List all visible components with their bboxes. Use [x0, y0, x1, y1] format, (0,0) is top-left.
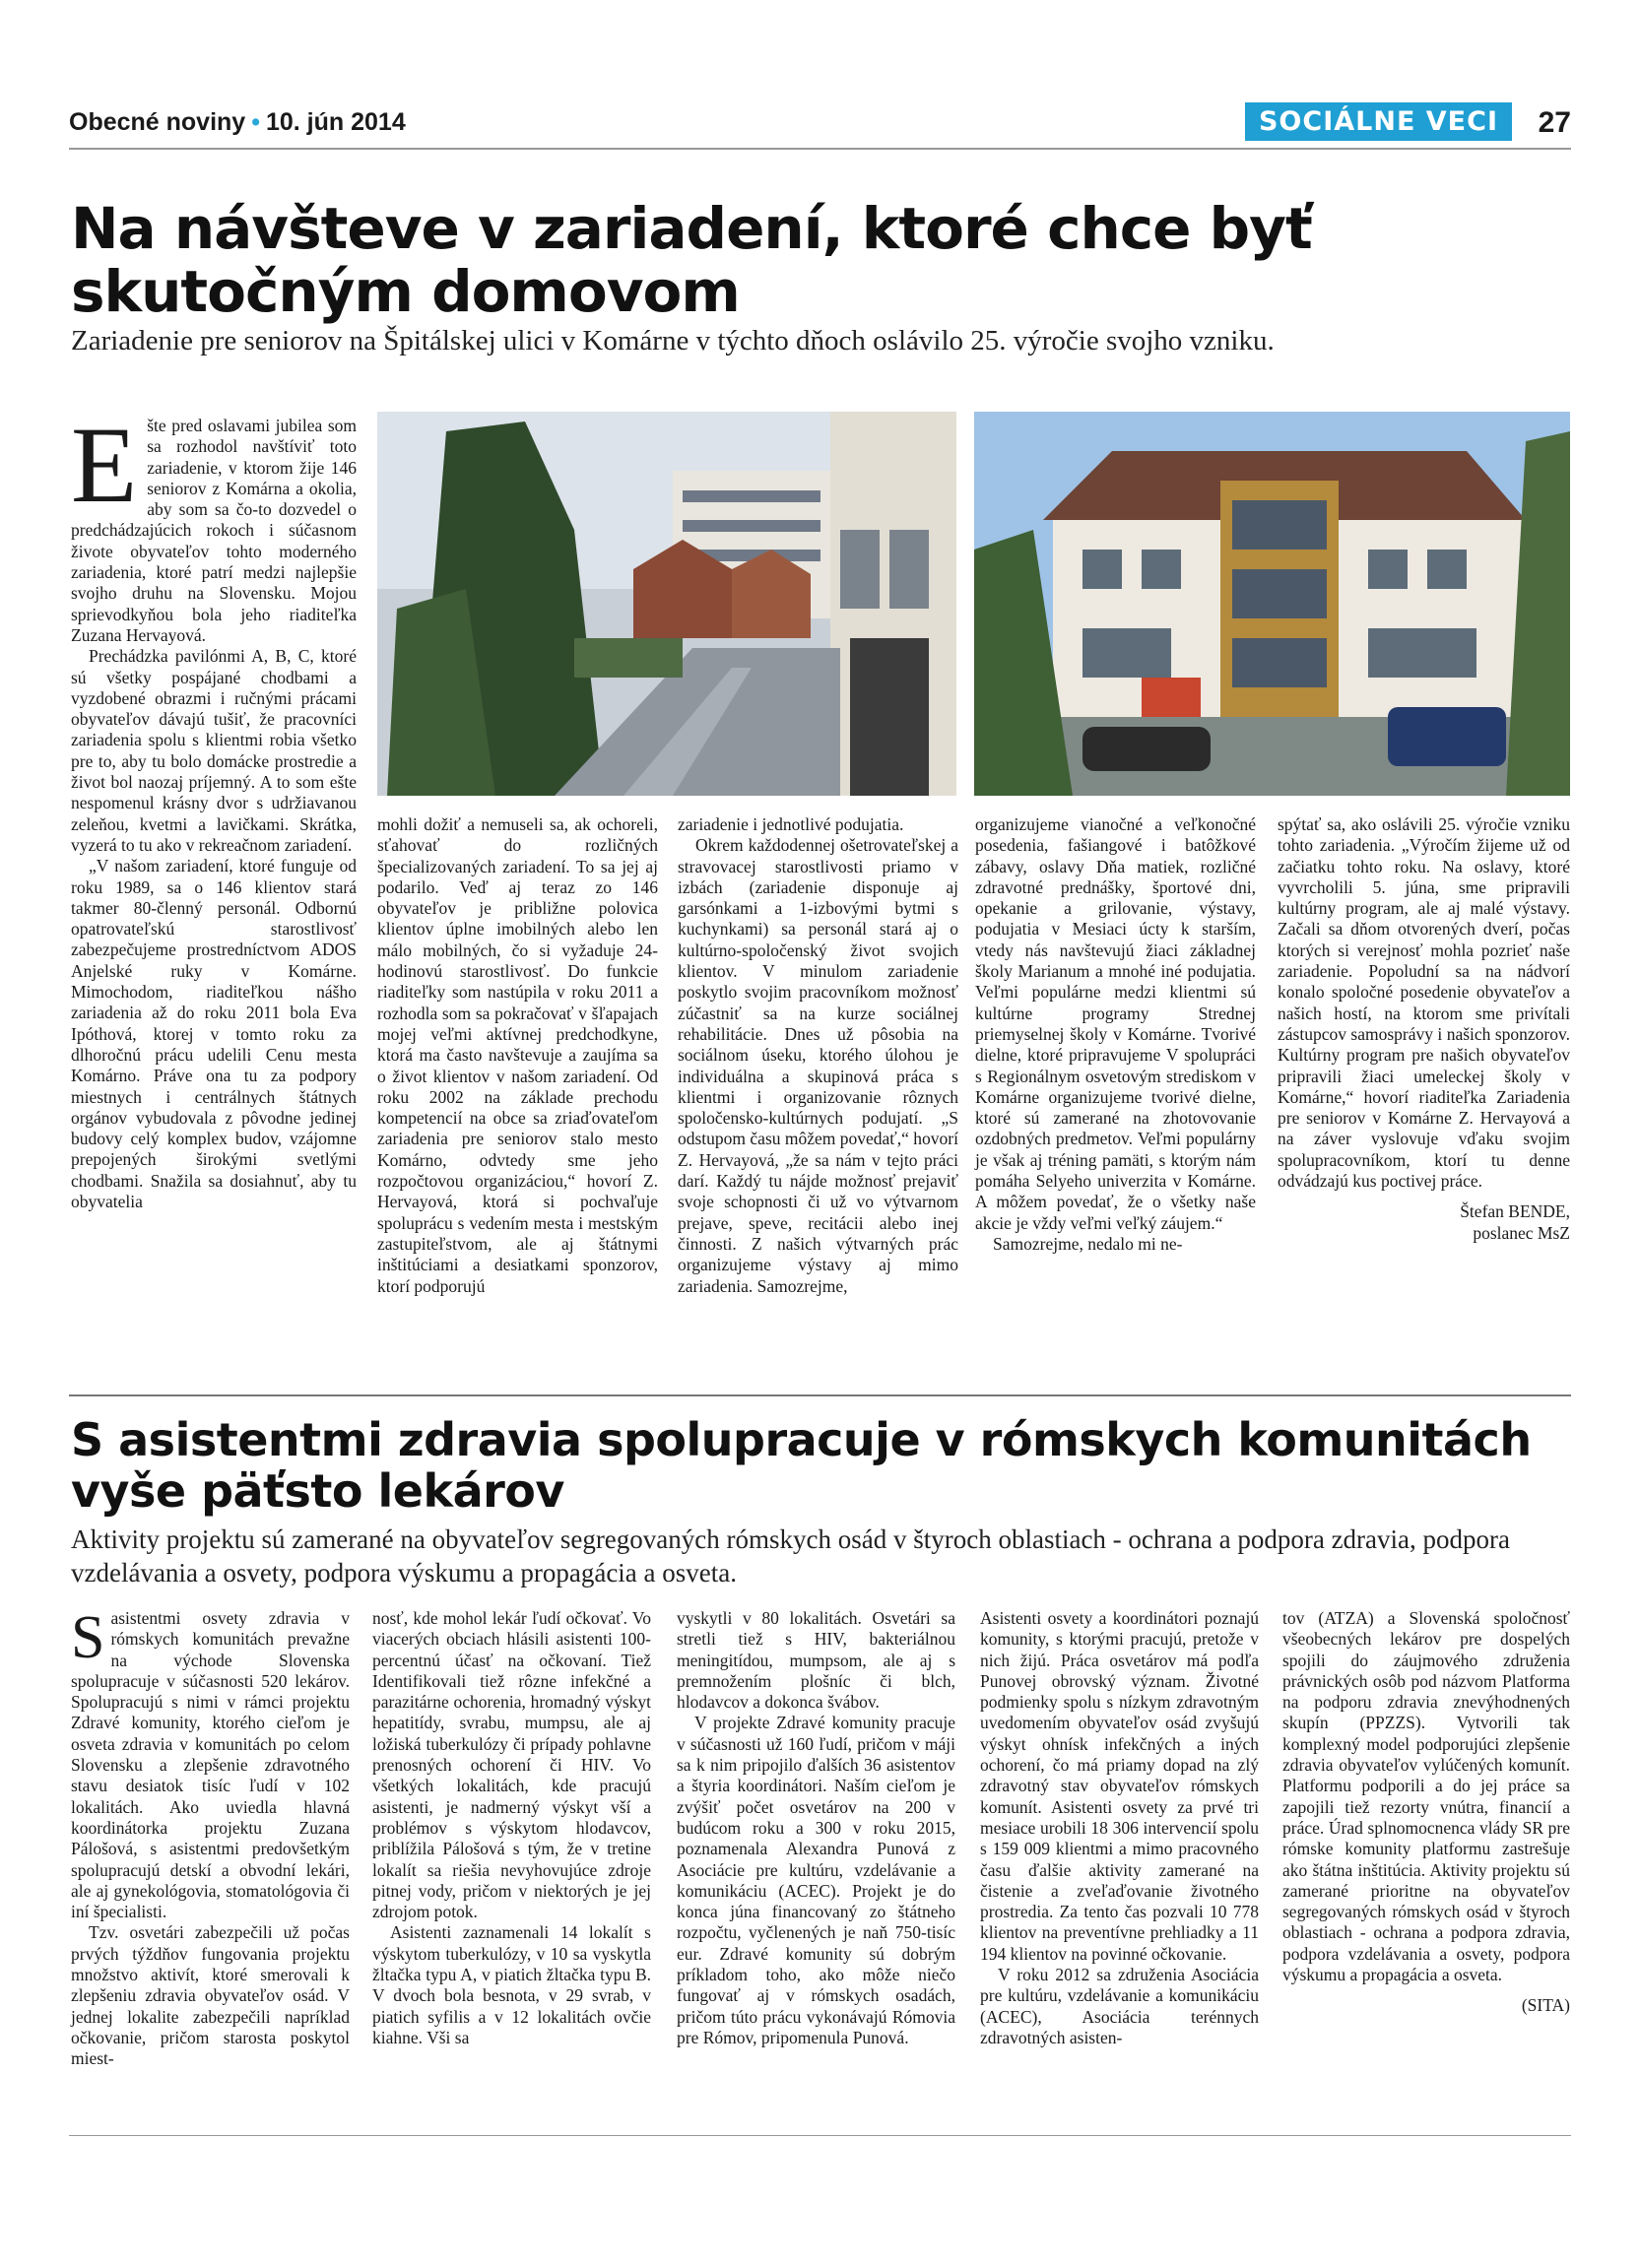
article2-column-3	[677, 1608, 955, 2048]
article1-paragraph: Okrem každodennej ošetrovateľskej a stravovacej starostlivosti priamo v izbách (zariadenie disponuje aj garsónkami a 1-izbovými bytmi s kuchynkami) sa personál stará aj o kultúrno-spoločenský život svojich klientov. V minulom zariadenie poskytlo svojim pracovníkom možnosť zúčastniť sa na kurze sociálnej rehabilitácie. Dnes už pôsobia na sociálnom úseku, ktorého úlohou je individuálna a skupinová práca s klientmi i organizovanie rôznych spoločensko-kultúrnych podujatí. „S odstupom času môžem povedať,“ hovorí Z. Hervayová, „že sa nám v tejto práci darí. Každý tu nájde možnosť prejaviť svoje schopnosti či už vo výtvarnom prejave, speve, recitácii alebo inej činnosti. Z našich výtvarných prác organizujeme výstavy aj mimo zariadenia. Samozrejme,	[678, 835, 958, 1296]
separator-dot-icon: •	[251, 108, 260, 136]
article1-headline: Na návšteve v zariadení, ktoré chce byť skutočným domovom	[71, 195, 1312, 325]
paper-name: Obecné noviny	[69, 108, 246, 136]
article2-paragraph: V roku 2012 sa združenia Asociácia pre kultúru, vzdelávanie a komunikáciu (ACEC), Asociácia terénnych zdravotných asisten-	[980, 1965, 1259, 2047]
article2-paragraph: nosť, kde mohol lekár ľudí očkovať. Vo viacerých obciach hlásili asistenti 100-percentnú účasť na očkovaní. Tiež Identifikovali tiež rôzne infekčné a parazitárne ochorenia, hromadný výskyt hepatitídy, svrabu, mumpsu, ale aj ložiská tuberkulózy či prípady pohlavne prenosných ochorení či HIV. Vo všetkých lokalitách, kde pracujú asistenti, je nadmerný výskyt vší a problémov s výskytom hlodavcov, priblížila Pálošová s tým, že v tretine lokalít sa riešia nevyhovujúce zdroje pitnej vody, pričom v niektorých je jej zdrojom potok.	[372, 1608, 651, 1922]
article1-paragraph: Ešte pred oslavami jubilea som sa rozhodol navštíviť toto zariadenie, v ktorom žije 146 seniorov z Komárna a okolia, aby som sa čo-to dozvedel o predchádzajúcich rokoch i súčasnom živote obyvateľov tohto moderného zariadenia, ktoré patrí medzi najlepšie svojho druhu na Slovensku. Mojou sprievodkyňou bola jeho riaditeľka Zuzana Hervayová.	[71, 405, 357, 645]
drop-cap: E	[71, 405, 138, 525]
drop-cap: S	[71, 1604, 105, 1671]
masthead	[69, 108, 406, 137]
article1-paragraph: mohli dožiť a nemuseli sa, ak ochoreli, sťahovať do rozličných špecializovaných zariadení. To sa jej aj podarilo. Veď aj teraz zo 146 obyvateľov je približne polovica klientov úplne imobilných alebo len málo mobilných, čo si vyžaduje 24-hodinovú starostlivosť. Do funkcie riaditeľky som nastúpila v roku 2011 a rozhodla som sa pokračovať v šľapajach mojej veľmi aktívnej predchodkyne, ktorá ma často navštevuje a zaujíma sa o život klientov v našom zariadení. Od roku 2002 na základe prechodu kompetencií na obce sa zriaďovateľom zariadenia pre seniorov stalo mesto Komárno, odvtedy sme jeho rozpočtovou organizáciou,“ hovorí Z. Hervayová, ktorá si pochvaľuje spoluprácu s vedením mesta i mestským zastupiteľstvom, ale aj štátnymi inštitúciami a desiatkami sponzorov, ktorí podporujú	[377, 814, 658, 1296]
article2-paragraph: V projekte Zdravé komunity pracuje v súčasnosti už 160 ľudí, pričom v máji sa k nim pripojilo ďalších 36 asistentov a štyria koordinátori. Naším cieľom je zvýšiť počet osvetárov na 200 v budúcom roku a 300 v roku 2015, poznamenala Alexandra Punová z Asociácie pre kultúru, vzdelávanie a komunikáciu (ACEC). Projekt je do konca júna financovaný zo štátneho rozpočtu, vyčlenených je naň 750-tisíc eur. Zdravé komunity sú dobrým príkladom toho, ako môže niečo fungovať aj v rómskych osadách, pričom túto prácu vykonávajú Rómovia pre Rómov, pripomenula Punová.	[677, 1713, 955, 2047]
article1-column-4	[975, 814, 1256, 1255]
article1-standfirst: Zariadenie pre seniorov na Špitálskej ulici v Komárne v týchto dňoch oslávilo 25. výročie svojho vzniku.	[71, 325, 1275, 356]
section-label: SOCIÁLNE VECI	[1245, 102, 1512, 141]
courtyard-photo	[377, 412, 956, 796]
article1-paragraph: Samozrejme, nedalo mi ne-	[993, 1233, 1183, 1254]
article2-headline: S asistentmi zdravia spolupracuje v rómskych komunitách vyše päťsto lekárov	[71, 1413, 1532, 1518]
article2-paragraph: Sasistentmi osvety zdravia v rómskych komunitách prevažne na východe Slovenska spolupracuje v súčasnosti 520 lekárov. Spolupracujú s nimi v rámci projektu Zdravé komunity, ktorého cieľom je osveta zdravia v komunitách po celom Slovensku a zlepšenie zdravotného stavu desiatok tisíc ľudí v 102 lokalitách. Ako uviedla hlavná koordinátorka projektu Zuzana Pálošová, s asistentmi predovšetkým spolupracujú detskí a obvodní lekári, ale aj gynekológovia, stomatológovia či iní špecialisti.	[71, 1604, 350, 1922]
header-divider	[69, 148, 1571, 150]
article-divider	[69, 1394, 1571, 1396]
article2-column-2	[372, 1608, 651, 2048]
article2-column-4	[980, 1608, 1259, 2048]
article2-standfirst: Aktivity projektu sú zamerané na obyvateľov segregovaných rómskych osád v štyroch oblastiach - ochrana a podpora zdravia, podpora vzdelávania a osvety, podpora výskumu a propagácia a osveta.	[71, 1524, 1510, 1588]
article1-column-5	[1278, 814, 1570, 1244]
article1-paragraph: zariadenie i jednotlivé podujatia.	[678, 814, 904, 834]
article2-paragraph: Asistenti osvety a koordinátori poznajú komunity, s ktorými pracujú, pretože v nich žijú. Práca osvetárov má podľa Punovej obrovský význam. Životné podmienky spolu s nízkym zdravotným uvedomením obyvateľov osád zvyšujú výskyt ohnísk infekčných a iných ochorení, čo má priamy dopad na zlý zdravotný stav obyvateľov rómskych komunít. Asistenti osvety za prvé tri mesiace urobili 18 306 intervencií spolu s 159 009 klientmi a mimo pracovného času ďalšie aktivity zamerané na čistenie a zveľaďovanie životného prostredia. Za tento čas pozvali 10 778 klientov na preventívne prehliadky a 11 194 klientov na povinné očkovanie.	[980, 1608, 1259, 1964]
source-credit: (SITA)	[1521, 1995, 1570, 2016]
article2-column-1	[71, 1604, 350, 2070]
article1-paragraph: organizujeme vianočné a veľkonočné posedenia, fašiangové i batôžkové zábavy, oslavy Dňa matiek, rozličné zdravotné prednášky, športové dni, opekanie a grilovanie, výstavy, podujatia v Mesiaci úcty k starším, vtedy nás navštevujú žiaci základnej školy Marianum a mnohé iné podujatia. Veľmi populárne medzi klientmi sú kultúrne programy Strednej priemyselnej školy v Komárne. Tvorivé dielne, ktoré pripravujeme V spolupráci s Regionálnym osvetovým strediskom v Komárne organizujeme tvorivé dielne, ktoré sú zamerané na zhotovovanie ozdobných predmetov. Veľmi populárny je však aj tréning pamäti, s ktorým nám pomáha Selyeho univerzita v Komárne. A môžem povedať, že o všetky naše akcie je vždy veľmi veľký záujem.“	[975, 814, 1256, 1233]
page-number: 27	[1538, 106, 1571, 139]
article1-column-2	[377, 814, 658, 1297]
article2-paragraph: tov (ATZA) a Slovenská spoločnosť všeobecných lekárov pre dospelých spojili do záujmového združenia právnických osôb pod názvom Platforma na podporu zdravia znevýhodnených skupín (PPZZS). Vytvorili tak komplexný model podporujúci zlepšenie zdravia obyvateľov vylúčených komunít. Platformu podporili a do jej práce sa zapojili tiež rezorty vnútra, financií a práce. Úrad splnomocnenca vlády SR pre rómske komunity platformu zastrešuje ako štátna inštitúcia. Aktivity projektu sú zamerané prioritne na obyvateľov segregovaných rómskych osád v štyroch oblastiach - ochrana a podpora zdravia, podpora vzdelávania a osvety, podpora výskumu a propagácia a osveta.	[1282, 1608, 1570, 1985]
page-header	[69, 102, 1571, 142]
article2-paragraph: vyskytli v 80 lokalitách. Osvetári sa stretli tiež s HIV, bakteriálnou meningitídou, mumpsom, ale aj s premnožením plošníc či blch, hlodavcov a dokonca švábov.	[677, 1608, 955, 1713]
building-photo-image	[974, 412, 1570, 796]
issue-date: 10. jún 2014	[265, 108, 406, 136]
footer-divider	[69, 2135, 1571, 2136]
article2-paragraph: Asistenti zaznamenali 14 lokalít s výskytom tuberkulózy, v 10 sa vyskytla žltačka typu A, v piatich žltačka typu B. V dvoch bola besnota, v 29 svrab, v piatich syfilis a v 12 lokalitách ovčie kiahne. Vši sa	[372, 1922, 651, 2047]
article1-paragraph: „V našom zariadení, ktoré funguje od roku 1989, sa o 146 klientov stará takmer 80-členný personál. Odbornú opatrovateľskú starostlivosť zabezpečujeme prostredníctvom ADOS Anjelské ruky v Komárne. Mimochodom, riaditeľkou nášho zariadenia až do roku 2011 bola Eva Ipóthová, ktorej v tomto roku za dlhoročnú prácu udelili Cenu mesta Komárno. Práve ona tu za podpory miestnych i centrálnych štátnych orgánov vybudovala z pôvodne jedinej budovy celý komplex budov, vzájomne prepojených širokými svetlými chodbami. Snažila sa dosiahnuť, aby tu obyvatelia	[71, 856, 357, 1211]
author-name: Štefan BENDE,	[1460, 1201, 1570, 1222]
building-photo	[974, 412, 1570, 796]
courtyard-photo-image	[377, 412, 956, 796]
article2-paragraph: Tzv. osvetári zabezpečili už počas prvých týždňov fungovania projektu množstvo aktivít, ktoré smerovali k zlepšeniu zdravia obyvateľov osád. V jednej lokalite zabezpečili napríklad očkovanie, pričom starosta poskytol miest-	[71, 1922, 350, 2069]
article2-column-5	[1282, 1608, 1570, 2017]
article1-paragraph: Prechádzka pavilónmi A, B, C, ktoré sú všetky pospájané chodbami a vyzdobené obrazmi i ručnými prácami obyvateľov dávajú tušiť, že pracovníci zariadenia spolu s klientmi robia všetko pre to, aby tu bolo domácke prostredie a život bol naozaj príjemný. A to som ešte nespomenul krásny dvor s udržiavanou zeleňou, kvetmi a lavičkami. Skrátka, vyzerá to tu ako v rekreačnom zariadení.	[71, 646, 357, 855]
article1-column-1	[71, 405, 357, 1212]
article1-column-3	[678, 814, 958, 1297]
author-signature	[1278, 1201, 1570, 1244]
article1-paragraph: spýtať sa, ako oslávili 25. výročie vzniku tohto zariadenia. „Výročím žijeme už od začiatku tohto roku. Na oslavy, ktoré vyvrcholili 5. júna, sme pripravili kultúrny program, ale aj malé výstavy. Začali sa dňom otvorených dverí, počas ktorých si verejnosť mohla pozrieť naše zariadenie. Popoludní sa na nádvorí konalo spoločné posedenie obyvateľov a našich hostí, na ktorom sme privítali zástupcov samosprávy i našich sponzorov. Kultúrny program pre našich obyvateľov pripravili žiaci umeleckej školy v Komárne,“ hovorí riaditeľka Zariadenia pre seniorov v Komárne Z. Hervayová a na záver vyslovuje vďaku svojim spolupracovníkom, ktorí tu denne odvádzajú kus poctivej práce.	[1278, 814, 1570, 1192]
author-role: poslanec MsZ	[1473, 1222, 1570, 1243]
